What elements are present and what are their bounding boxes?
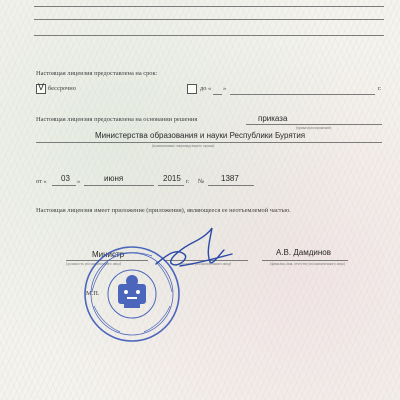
indefinite-label: бессрочно — [48, 85, 76, 92]
date-year-suffix: г. — [186, 178, 190, 185]
signer-name: А.В. Дамдинов — [276, 248, 331, 257]
indefinite-check-mark: V — [38, 82, 45, 92]
basis-authority-line — [36, 142, 382, 143]
until-date-line — [230, 94, 375, 95]
until-checkbox[interactable] — [187, 84, 197, 94]
basis-doc-type-line — [246, 124, 382, 125]
basis-authority: Министерства образования и науки Республики Бурятия — [95, 131, 306, 140]
date-month-line — [84, 185, 154, 186]
appendix-text: Настоящая лицензия имеет приложение (приложения), являющееся ее неотъемлемой частью. — [36, 207, 291, 214]
signer-name-caption: (фамилия, имя, отчество уполномоченного лица) — [270, 262, 345, 266]
date-day-close: » — [77, 178, 81, 185]
seal-place-mark: М.П. — [86, 290, 100, 297]
rule-line — [34, 19, 384, 20]
basis-doc-type-caption: (приказ/распоряжение) — [296, 126, 332, 130]
term-label: Настоящая лицензия предоставлена на срок: — [36, 70, 158, 77]
basis-label: Настоящая лицензия предоставлена на основании решения — [36, 116, 198, 123]
until-day-line — [213, 94, 222, 95]
until-suffix: г. — [378, 85, 382, 92]
date-day: 03 — [61, 174, 70, 183]
date-year: 2015 — [163, 174, 181, 183]
handwritten-signature — [150, 224, 240, 284]
basis-authority-caption: (наименование лицензирующего органа) — [152, 144, 215, 148]
signer-position-caption: (должность уполномоченного лица) — [66, 262, 122, 266]
until-mid: » — [223, 85, 227, 92]
until-prefix: до « — [200, 85, 212, 92]
date-month: июня — [104, 174, 124, 183]
date-prefix: от « — [36, 178, 47, 185]
number-line — [208, 185, 254, 186]
date-day-line — [52, 185, 76, 186]
number-sign: № — [198, 178, 205, 185]
rule-line — [34, 6, 384, 7]
date-year-line — [158, 185, 184, 186]
license-number: 1387 — [221, 174, 239, 183]
signer-name-line — [262, 260, 348, 261]
signature-caption: (подпись уполномоченного лица) — [180, 262, 232, 266]
rule-line — [34, 35, 384, 36]
basis-doc-type: приказа — [258, 114, 288, 123]
signer-position: Министр — [92, 250, 125, 259]
